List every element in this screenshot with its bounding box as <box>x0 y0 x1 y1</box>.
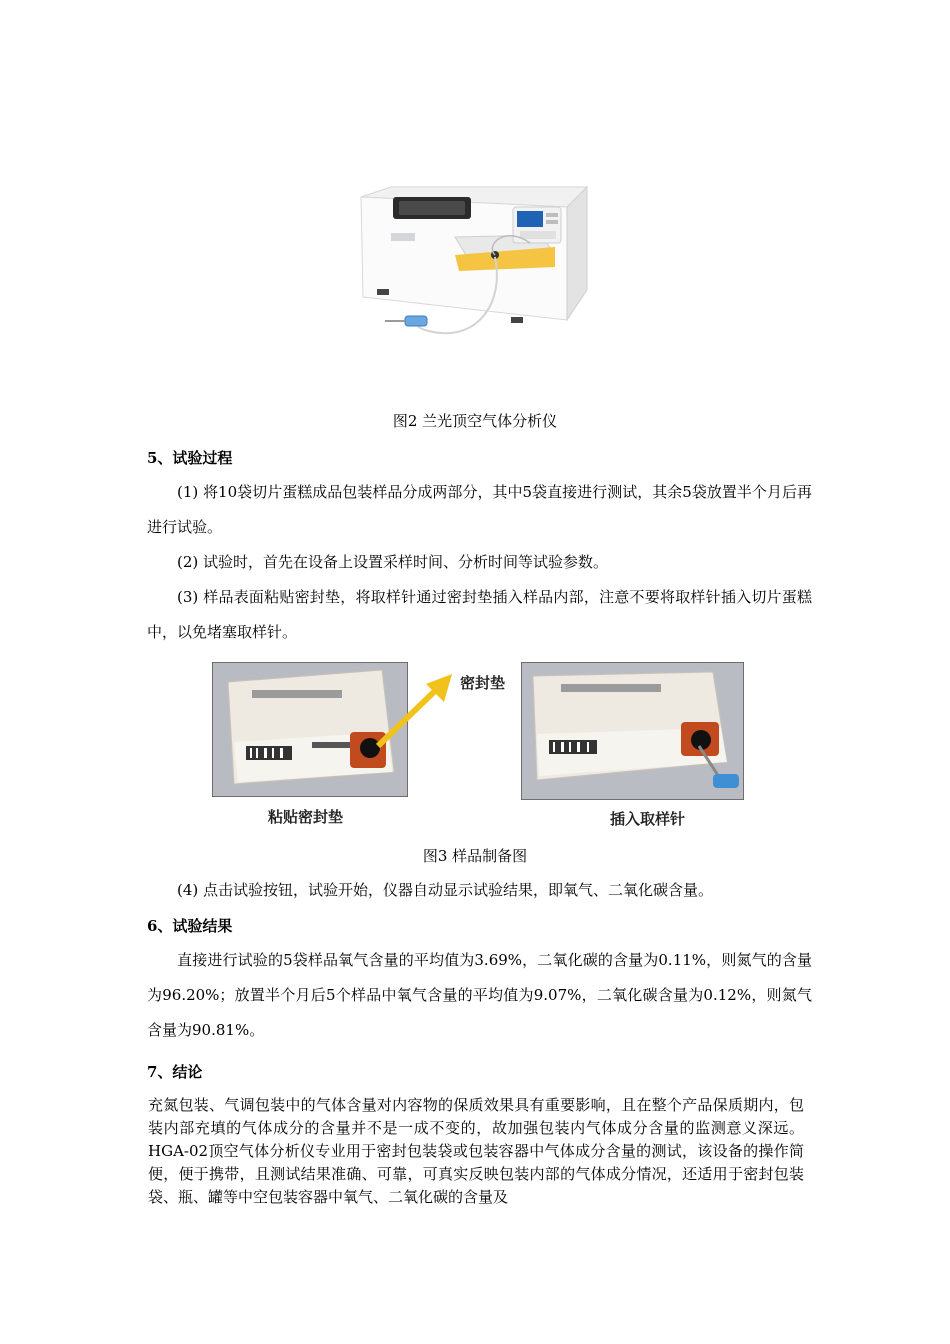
results-paragraph <box>147 943 812 1048</box>
insert-needle-label: 插入取样针 <box>610 810 686 828</box>
section-6-heading: 6、试验结果 <box>147 917 233 935</box>
step-2-paragraph <box>147 545 812 580</box>
step-4-text: (4) 点击试验按钮，试验开始，仪器自动显示试验结果，即氧气、二氧化碳含量。 <box>177 881 714 899</box>
step-3-paragraph <box>147 580 812 650</box>
step-1-text: (1) 将10袋切片蛋糕成品包装样品分成两部分，其中5袋直接进行测试，其余5袋放置半个月后再进行试验。 <box>147 483 812 536</box>
seal-pad-arrow-label: 密封垫 <box>460 674 506 692</box>
step-3-text: (3) 样品表面粘贴密封垫，将取样针通过密封垫插入样品内部，注意不要将取样针插入切片蛋糕中，以免堵塞取样针。 <box>147 588 812 641</box>
sample-photo-right <box>521 662 744 800</box>
section-7-heading: 7、结论 <box>147 1063 203 1081</box>
gas-analyzer-image <box>355 185 595 345</box>
step-1-paragraph <box>147 475 812 545</box>
conclusion-paragraph: 充氮包装、气调包装中的气体含量对内容物的保质效果具有重要影响，且在整个产品保质期内，包装内部充填的气体成分的含量并不是一成不变的，故加强包装内气体成分含量的监测意义深远。HGA-02顶空气体分析仪专业用于密封包装袋或包装容器中气体成分含量的测试，该设备的操作简便，便于携带，且测试结果准确、可靠，可真实反映包装内部的气体成分情况，还适用于密封包装袋、瓶、罐等中空包装容器中氧气、二氧化碳的含量及 <box>148 1096 804 1206</box>
figure-3-caption: 图3 样品制备图 <box>422 847 528 865</box>
results-text: 直接进行试验的5袋样品氧气含量的平均值为3.69%，二氧化碳的含量为0.11%，则氮气的含量为96.20%；放置半个月后5个样品中氧气含量的平均值为9.07%，二氧化碳含量为0.12%，则氮气含量为90.81%。 <box>147 951 812 1039</box>
section-5-heading: 5、试验过程 <box>147 449 233 467</box>
stick-seal-pad-label: 粘贴密封垫 <box>268 808 344 826</box>
step-4-paragraph <box>147 873 812 908</box>
step-2-text: (2) 试验时，首先在设备上设置采样时间、分析时间等试验参数。 <box>177 553 609 571</box>
figure-2-caption: 图2 兰光顶空气体分析仪 <box>392 412 558 430</box>
arrow-to-seal-pad <box>370 672 460 752</box>
